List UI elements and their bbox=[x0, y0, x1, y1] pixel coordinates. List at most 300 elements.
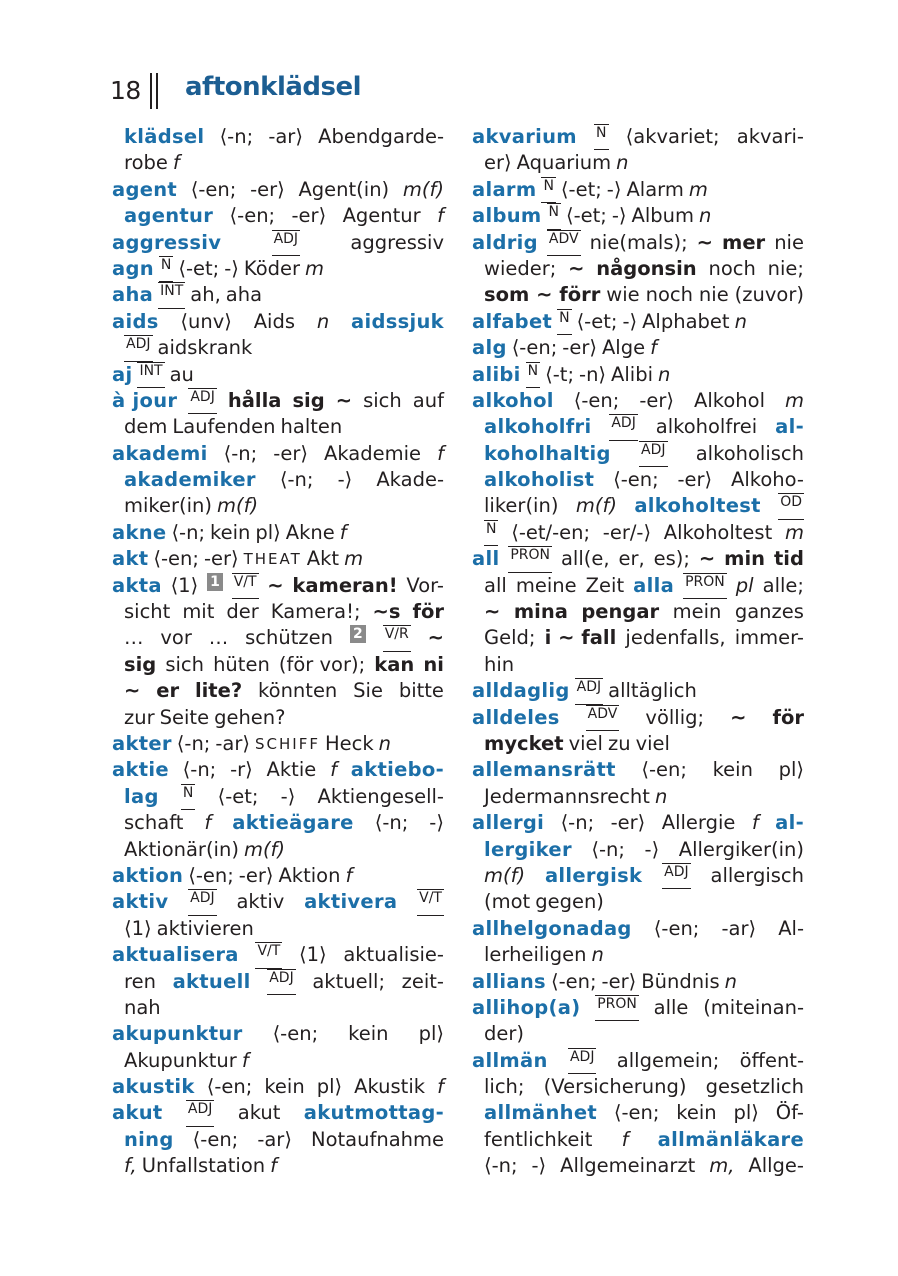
entry-text: ⟨-n; bbox=[223, 441, 258, 465]
dictionary-line bbox=[112, 810, 444, 836]
dictionary-line bbox=[472, 546, 804, 572]
dictionary-line bbox=[112, 1153, 444, 1179]
entry-text: Geld; bbox=[484, 626, 536, 650]
headword: klädsel bbox=[124, 125, 205, 148]
entry-text: -⟩ bbox=[622, 309, 638, 333]
headword: alkohol bbox=[472, 388, 554, 412]
entry-text: Notaufnahme bbox=[311, 1127, 444, 1151]
entry-text: kein bbox=[348, 1022, 389, 1046]
entry-text: Alibi bbox=[611, 362, 654, 386]
headword: allergisk bbox=[544, 863, 643, 887]
entry-text: zeit- bbox=[401, 969, 444, 993]
entry-text: pl⟩ bbox=[778, 758, 804, 782]
entry-text: noch bbox=[645, 283, 693, 307]
headword: aha bbox=[112, 283, 154, 307]
bold-phrase: kameran! bbox=[292, 573, 398, 597]
entry-text: -er⟩ bbox=[677, 468, 713, 492]
entry-text: alltäglich bbox=[608, 679, 697, 703]
headword: all bbox=[472, 547, 500, 571]
italic-gender: f bbox=[330, 758, 337, 782]
entry-text: (zuvor) bbox=[734, 283, 804, 307]
dictionary-line bbox=[472, 784, 804, 810]
entry-text: Alphabet bbox=[642, 309, 730, 333]
bold-phrase: lite? bbox=[194, 679, 243, 703]
dictionary-line bbox=[472, 678, 804, 704]
dictionary-line bbox=[112, 1048, 444, 1074]
entry-text: aktuell; bbox=[312, 969, 386, 993]
entry-text: Allergie bbox=[661, 811, 736, 835]
entry-text: Akupunktur bbox=[124, 1048, 237, 1072]
entry-text: aha bbox=[225, 283, 263, 307]
headword: akne bbox=[112, 520, 167, 544]
dictionary-line bbox=[112, 969, 444, 995]
entry-text: alle; bbox=[762, 573, 804, 597]
bold-phrase: mycket bbox=[484, 731, 564, 755]
bold-phrase: som ~ förr bbox=[484, 283, 601, 307]
entry-text: -er⟩ bbox=[273, 441, 308, 465]
domain-label: SCHIFF bbox=[255, 734, 320, 753]
bold-phrase: ni bbox=[423, 652, 444, 676]
entry-text: alkoholfrei bbox=[655, 415, 758, 439]
dictionary-line bbox=[472, 230, 804, 256]
grammar-label: PRON bbox=[595, 995, 639, 1021]
entry-text: -⟩ bbox=[606, 177, 622, 201]
dictionary-line bbox=[112, 916, 444, 942]
entry-text: Aquarium bbox=[516, 151, 612, 175]
dictionary-line bbox=[472, 1100, 804, 1126]
dictionary-line bbox=[472, 573, 804, 599]
grammar-label: V/T bbox=[255, 942, 282, 968]
headword: alldaglig bbox=[472, 679, 570, 703]
italic-gender: f bbox=[172, 151, 180, 175]
entry-text: -ar⟩ bbox=[721, 916, 757, 940]
entry-text: Alkohol bbox=[694, 388, 765, 412]
entry-text: Jedermannsrecht bbox=[484, 784, 650, 808]
dictionary-line bbox=[112, 837, 444, 863]
entry-text: pl⟩ bbox=[316, 1075, 343, 1099]
entry-text: -ar⟩ bbox=[257, 1127, 292, 1151]
italic-gender: f bbox=[650, 336, 657, 360]
entry-text: ⟨-en; bbox=[190, 177, 237, 201]
grammar-label: ADJ bbox=[186, 1100, 215, 1126]
grammar-label: ADJ bbox=[272, 230, 301, 256]
italic-gender: f bbox=[751, 811, 759, 835]
bold-phrase: er bbox=[156, 679, 180, 703]
entry-text: Alarm bbox=[626, 177, 684, 201]
entry-text: Akne bbox=[285, 520, 335, 544]
grammar-label: ADJ bbox=[124, 335, 153, 361]
entry-text: au bbox=[169, 362, 194, 386]
grammar-label: N bbox=[541, 177, 555, 203]
entry-text: Aktiengesell- bbox=[317, 784, 444, 808]
bold-phrase: ~ bbox=[267, 573, 284, 597]
entry-text: ⟨-n; bbox=[182, 758, 217, 782]
entry-text: es); bbox=[653, 547, 690, 571]
entry-text: ⟨-en; bbox=[192, 1127, 239, 1151]
bold-phrase: hålla bbox=[227, 388, 282, 412]
headword: aktuell bbox=[172, 969, 251, 993]
dictionary-line bbox=[472, 757, 804, 783]
grammar-label: ADJ bbox=[609, 414, 638, 440]
italic-gender: n bbox=[734, 309, 747, 333]
headword: alkoholfri bbox=[484, 415, 592, 439]
entry-text: Allge- bbox=[748, 1154, 804, 1178]
header-rule bbox=[150, 73, 152, 109]
dictionary-line bbox=[112, 546, 444, 572]
grammar-label: N bbox=[181, 784, 195, 810]
entry-text: ⟨-en; bbox=[613, 468, 659, 492]
entry-text: gegen) bbox=[535, 890, 604, 914]
entry-text: all(e, bbox=[560, 547, 610, 571]
entry-text: ⟨-en; bbox=[511, 336, 558, 360]
entry-text: ⟨-en; bbox=[641, 758, 687, 782]
entry-text: Akade- bbox=[376, 468, 444, 492]
italic-gender: f bbox=[621, 1127, 629, 1151]
headword: aktivera bbox=[304, 890, 398, 914]
headword: allergi bbox=[472, 811, 545, 835]
entry-text: -⟩ bbox=[280, 784, 296, 808]
dictionary-line bbox=[112, 203, 444, 229]
bold-phrase: kan bbox=[374, 652, 415, 676]
dictionary-line bbox=[112, 705, 444, 731]
bold-phrase: mina bbox=[513, 600, 568, 624]
entry-text: ⟨-n; bbox=[279, 468, 314, 492]
headword: allmänhet bbox=[484, 1101, 598, 1125]
entry-text: der) bbox=[484, 1022, 524, 1046]
sense-number: 2 bbox=[350, 625, 366, 643]
entry-text: Alkoholtest bbox=[663, 520, 773, 544]
dictionary-line bbox=[472, 942, 804, 968]
grammar-label: PRON bbox=[508, 546, 552, 572]
entry-text: gehen? bbox=[214, 705, 286, 729]
headword: aktion bbox=[112, 863, 184, 887]
entry-text: aidskrank bbox=[157, 336, 253, 360]
dictionary-line bbox=[112, 493, 444, 519]
bold-phrase: ~ bbox=[124, 679, 141, 703]
entry-text: Agentur bbox=[342, 204, 421, 228]
entry-text: ren bbox=[124, 969, 156, 993]
bold-phrase: någonsin bbox=[596, 256, 697, 280]
headword: aidssjuk bbox=[351, 309, 444, 333]
headword: akademi bbox=[112, 441, 208, 465]
entry-text: ⟨-n; bbox=[219, 125, 254, 148]
headword: alibi bbox=[472, 362, 521, 386]
entry-text: Allgemeinarzt bbox=[560, 1154, 696, 1178]
entry-text: pl⟩ bbox=[255, 520, 281, 544]
grammar-label: N bbox=[557, 309, 571, 335]
entry-text: ⟨-en; bbox=[229, 204, 276, 228]
entry-text: wie bbox=[606, 283, 640, 307]
dictionary-line bbox=[112, 757, 444, 783]
entry-text: -er⟩ bbox=[601, 969, 637, 993]
bold-phrase: min bbox=[724, 547, 766, 571]
entry-text: Unfallstation bbox=[141, 1154, 266, 1178]
entry-text: Öf- bbox=[775, 1101, 804, 1125]
dictionary-line bbox=[112, 414, 444, 440]
entry-text: -⟩ bbox=[531, 1154, 547, 1178]
headword: aktieägare bbox=[232, 811, 354, 835]
italic-gender: f bbox=[437, 441, 444, 465]
headword: akupunktur bbox=[112, 1022, 243, 1046]
grammar-label: ADJ bbox=[575, 678, 604, 704]
entry-text: -r⟩ bbox=[230, 758, 253, 782]
entry-text: jedenfalls, bbox=[625, 626, 726, 650]
italic-gender: f bbox=[339, 520, 347, 544]
headword: allmän bbox=[472, 1048, 548, 1072]
headword: al- bbox=[775, 415, 804, 439]
entry-text: liker(in) bbox=[484, 494, 559, 518]
dictionary-line bbox=[472, 889, 804, 915]
headword: ning bbox=[124, 1127, 174, 1151]
grammar-label: ADJ bbox=[267, 969, 296, 995]
grammar-label: N bbox=[526, 362, 540, 388]
italic-gender: m(f) bbox=[243, 837, 286, 861]
italic-gender: m, bbox=[709, 1154, 735, 1178]
dictionary-line bbox=[472, 1153, 804, 1179]
entry-text: zur bbox=[124, 705, 155, 729]
dictionary-line bbox=[472, 441, 804, 467]
dictionary-line bbox=[472, 863, 804, 889]
entry-text: viel bbox=[568, 731, 603, 755]
grammar-label: ADJ bbox=[662, 863, 691, 889]
grammar-label: ADJ bbox=[568, 1048, 597, 1074]
bold-phrase: ~ bbox=[484, 600, 501, 624]
dictionary-line bbox=[112, 124, 444, 150]
entry-text: er, bbox=[618, 547, 645, 571]
entry-text: Alkoho- bbox=[731, 468, 804, 492]
italic-gender: m(f) bbox=[484, 863, 526, 887]
grammar-label: N bbox=[159, 256, 173, 282]
bold-phrase: ~ bbox=[696, 230, 714, 254]
entry-text: -⟩ bbox=[429, 811, 444, 835]
entry-text: -ar⟩ bbox=[268, 125, 303, 148]
dictionary-line bbox=[112, 520, 444, 546]
entry-text: pl⟩ bbox=[418, 1022, 444, 1046]
entry-text: gesetzlich bbox=[705, 1075, 804, 1099]
dictionary-line bbox=[112, 863, 444, 889]
grammar-label: ADJ bbox=[188, 388, 217, 414]
entry-text: sich bbox=[363, 388, 402, 412]
dictionary-line bbox=[472, 810, 804, 836]
bold-phrase: ~ bbox=[427, 626, 444, 650]
entry-text: ⟨1⟩ bbox=[170, 573, 199, 597]
italic-gender: f bbox=[437, 204, 444, 228]
left-column bbox=[112, 124, 444, 1180]
headword: aktiv bbox=[112, 890, 169, 914]
entry-text: könnten bbox=[258, 679, 338, 703]
dictionary-line bbox=[112, 942, 444, 968]
grammar-label: OD bbox=[778, 493, 804, 519]
bold-phrase: i ~ fall bbox=[544, 626, 617, 650]
dictionary-line bbox=[112, 889, 444, 915]
dictionary-line bbox=[472, 150, 804, 176]
entry-text: hin bbox=[484, 652, 515, 676]
dictionary-line bbox=[112, 599, 444, 625]
dictionary-line bbox=[112, 362, 444, 388]
headword: allians bbox=[472, 969, 546, 993]
dictionary-line bbox=[112, 1074, 444, 1100]
entry-text: Kamera!; bbox=[270, 600, 361, 624]
entry-text: -n⟩ bbox=[579, 362, 607, 386]
entry-text: … bbox=[124, 626, 144, 650]
entry-text: allergisch bbox=[710, 863, 804, 887]
headword: aktie bbox=[112, 758, 169, 782]
headword: alg bbox=[472, 336, 507, 360]
headword: aktualisera bbox=[112, 943, 239, 967]
page-number: 18 bbox=[110, 76, 141, 105]
header-rule bbox=[156, 73, 158, 109]
entry-text: bitte bbox=[398, 679, 444, 703]
dictionary-line bbox=[472, 388, 804, 414]
grammar-label: V/R bbox=[383, 625, 411, 651]
entry-text: Akt bbox=[306, 547, 340, 571]
sense-number: 1 bbox=[207, 573, 223, 591]
dictionary-line bbox=[112, 652, 444, 678]
headword: aj bbox=[112, 362, 133, 386]
dictionary-line bbox=[112, 1100, 444, 1126]
italic-gender: f bbox=[345, 863, 353, 887]
dictionary-line bbox=[472, 995, 804, 1021]
dictionary-line bbox=[472, 837, 804, 863]
entry-text: ⟨-et; bbox=[178, 256, 220, 280]
entry-text: (Versicherung) bbox=[543, 1075, 687, 1099]
entry-text: allgemein; bbox=[616, 1048, 720, 1072]
entry-text: viel bbox=[635, 731, 670, 755]
entry-text: halten bbox=[280, 415, 343, 439]
entry-text: ganzes bbox=[734, 600, 804, 624]
dictionary-line bbox=[472, 203, 804, 229]
italic-gender: n bbox=[724, 969, 737, 993]
entry-text: Aktion bbox=[278, 863, 341, 887]
dictionary-line bbox=[472, 1127, 804, 1153]
dictionary-line bbox=[472, 705, 804, 731]
headword: alkoholtest bbox=[634, 494, 761, 518]
entry-text: mit bbox=[182, 600, 215, 624]
headword: alarm bbox=[472, 177, 537, 201]
entry-text: ⟨-n; bbox=[591, 837, 625, 861]
entry-text: (miteinan- bbox=[703, 995, 804, 1019]
grammar-label: N bbox=[547, 203, 561, 229]
entry-text: zu bbox=[607, 731, 631, 755]
italic-gender: n bbox=[699, 204, 712, 228]
entry-text: miker(in) bbox=[124, 494, 213, 518]
entry-text: ah, bbox=[190, 283, 221, 307]
entry-text: Zeit bbox=[585, 573, 625, 597]
entry-text: Akademie bbox=[324, 441, 422, 465]
headword: alldeles bbox=[472, 705, 560, 729]
entry-text: ⟨1⟩ bbox=[299, 943, 327, 967]
entry-text: aktiv bbox=[236, 890, 285, 914]
headword: alla bbox=[633, 573, 675, 597]
dictionary-line bbox=[112, 784, 444, 810]
entry-text: mein bbox=[672, 600, 722, 624]
bold-phrase: för bbox=[412, 600, 444, 624]
dictionary-line bbox=[112, 256, 444, 282]
dictionary-line bbox=[472, 599, 804, 625]
grammar-label: ADJ bbox=[188, 889, 217, 915]
entry-text: aggressiv bbox=[350, 230, 444, 254]
italic-gender: m bbox=[784, 520, 804, 544]
entry-text: Alge bbox=[601, 336, 646, 360]
guide-word: aftonklädsel bbox=[185, 72, 362, 102]
grammar-label: ADV bbox=[586, 705, 620, 731]
bold-phrase: för bbox=[772, 705, 804, 729]
entry-text: ⟨-en; bbox=[613, 1101, 660, 1125]
headword: album bbox=[472, 204, 542, 228]
entry-text: völlig; bbox=[645, 705, 705, 729]
entry-text: Seite bbox=[159, 705, 210, 729]
entry-text: wieder; bbox=[484, 256, 557, 280]
entry-text: -er⟩ bbox=[639, 388, 674, 412]
entry-text: -ar⟩ bbox=[215, 731, 250, 755]
italic-gender: m(f) bbox=[575, 494, 617, 518]
entry-text: auf bbox=[412, 388, 444, 412]
domain-label: THEAT bbox=[243, 550, 302, 569]
dictionary-line bbox=[472, 520, 804, 546]
dictionary-line bbox=[472, 256, 804, 282]
italic-gender: f bbox=[204, 811, 212, 835]
entry-text: -⟩ bbox=[644, 837, 660, 861]
grammar-label: V/T bbox=[232, 573, 259, 599]
right-column bbox=[472, 124, 804, 1180]
dictionary-line bbox=[472, 177, 804, 203]
entry-text: immer- bbox=[734, 626, 804, 650]
bold-phrase: ~ bbox=[335, 388, 353, 412]
entry-text: pl⟩ bbox=[733, 1101, 759, 1125]
italic-gender: f bbox=[270, 1154, 277, 1178]
dictionary-line bbox=[112, 230, 444, 256]
entry-text: kein bbox=[210, 520, 251, 544]
entry-text: nie bbox=[698, 283, 729, 307]
grammar-label: ADV bbox=[547, 230, 581, 256]
grammar-label: INT bbox=[137, 362, 164, 388]
entry-text: ⟨-en; bbox=[272, 1022, 319, 1046]
entry-text: ⟨-n; bbox=[560, 811, 595, 835]
italic-gender: m bbox=[305, 256, 325, 280]
grammar-label: V/T bbox=[417, 889, 444, 915]
italic-gender: m bbox=[688, 177, 708, 201]
dictionary-line bbox=[112, 467, 444, 493]
dictionary-line bbox=[472, 969, 804, 995]
dictionary-line bbox=[112, 1127, 444, 1153]
entry-text: ⟨-en; bbox=[550, 969, 597, 993]
headword: allhelgonadag bbox=[472, 916, 632, 940]
headword: aktiebo- bbox=[350, 758, 444, 782]
entry-text: nah bbox=[124, 995, 161, 1019]
entry-text: ⟨akvariet; bbox=[625, 125, 720, 148]
entry-text: Aktionär(in) bbox=[124, 837, 239, 861]
headword: aldrig bbox=[472, 230, 538, 254]
bold-phrase: sig bbox=[124, 652, 157, 676]
entry-text: -er⟩ bbox=[291, 204, 327, 228]
bold-phrase: ~ bbox=[568, 256, 585, 280]
entry-text: … bbox=[208, 626, 229, 650]
grammar-label: INT bbox=[158, 282, 185, 308]
headword: akter bbox=[112, 731, 172, 755]
dictionary-line bbox=[472, 124, 804, 150]
italic-gender: m(f) bbox=[217, 494, 259, 518]
bold-phrase: tid bbox=[773, 547, 804, 571]
headword: akademiker bbox=[124, 468, 256, 492]
dictionary-line bbox=[112, 1021, 444, 1047]
italic-gender: m(f) bbox=[402, 177, 444, 201]
entry-text: robe bbox=[124, 151, 168, 175]
entry-text: (för vor); bbox=[278, 652, 366, 676]
entry-text: kein bbox=[712, 758, 753, 782]
entry-text: Laufenden bbox=[172, 415, 276, 439]
bold-phrase: mer bbox=[722, 230, 766, 254]
entry-text: ⟨-et; bbox=[576, 309, 618, 333]
